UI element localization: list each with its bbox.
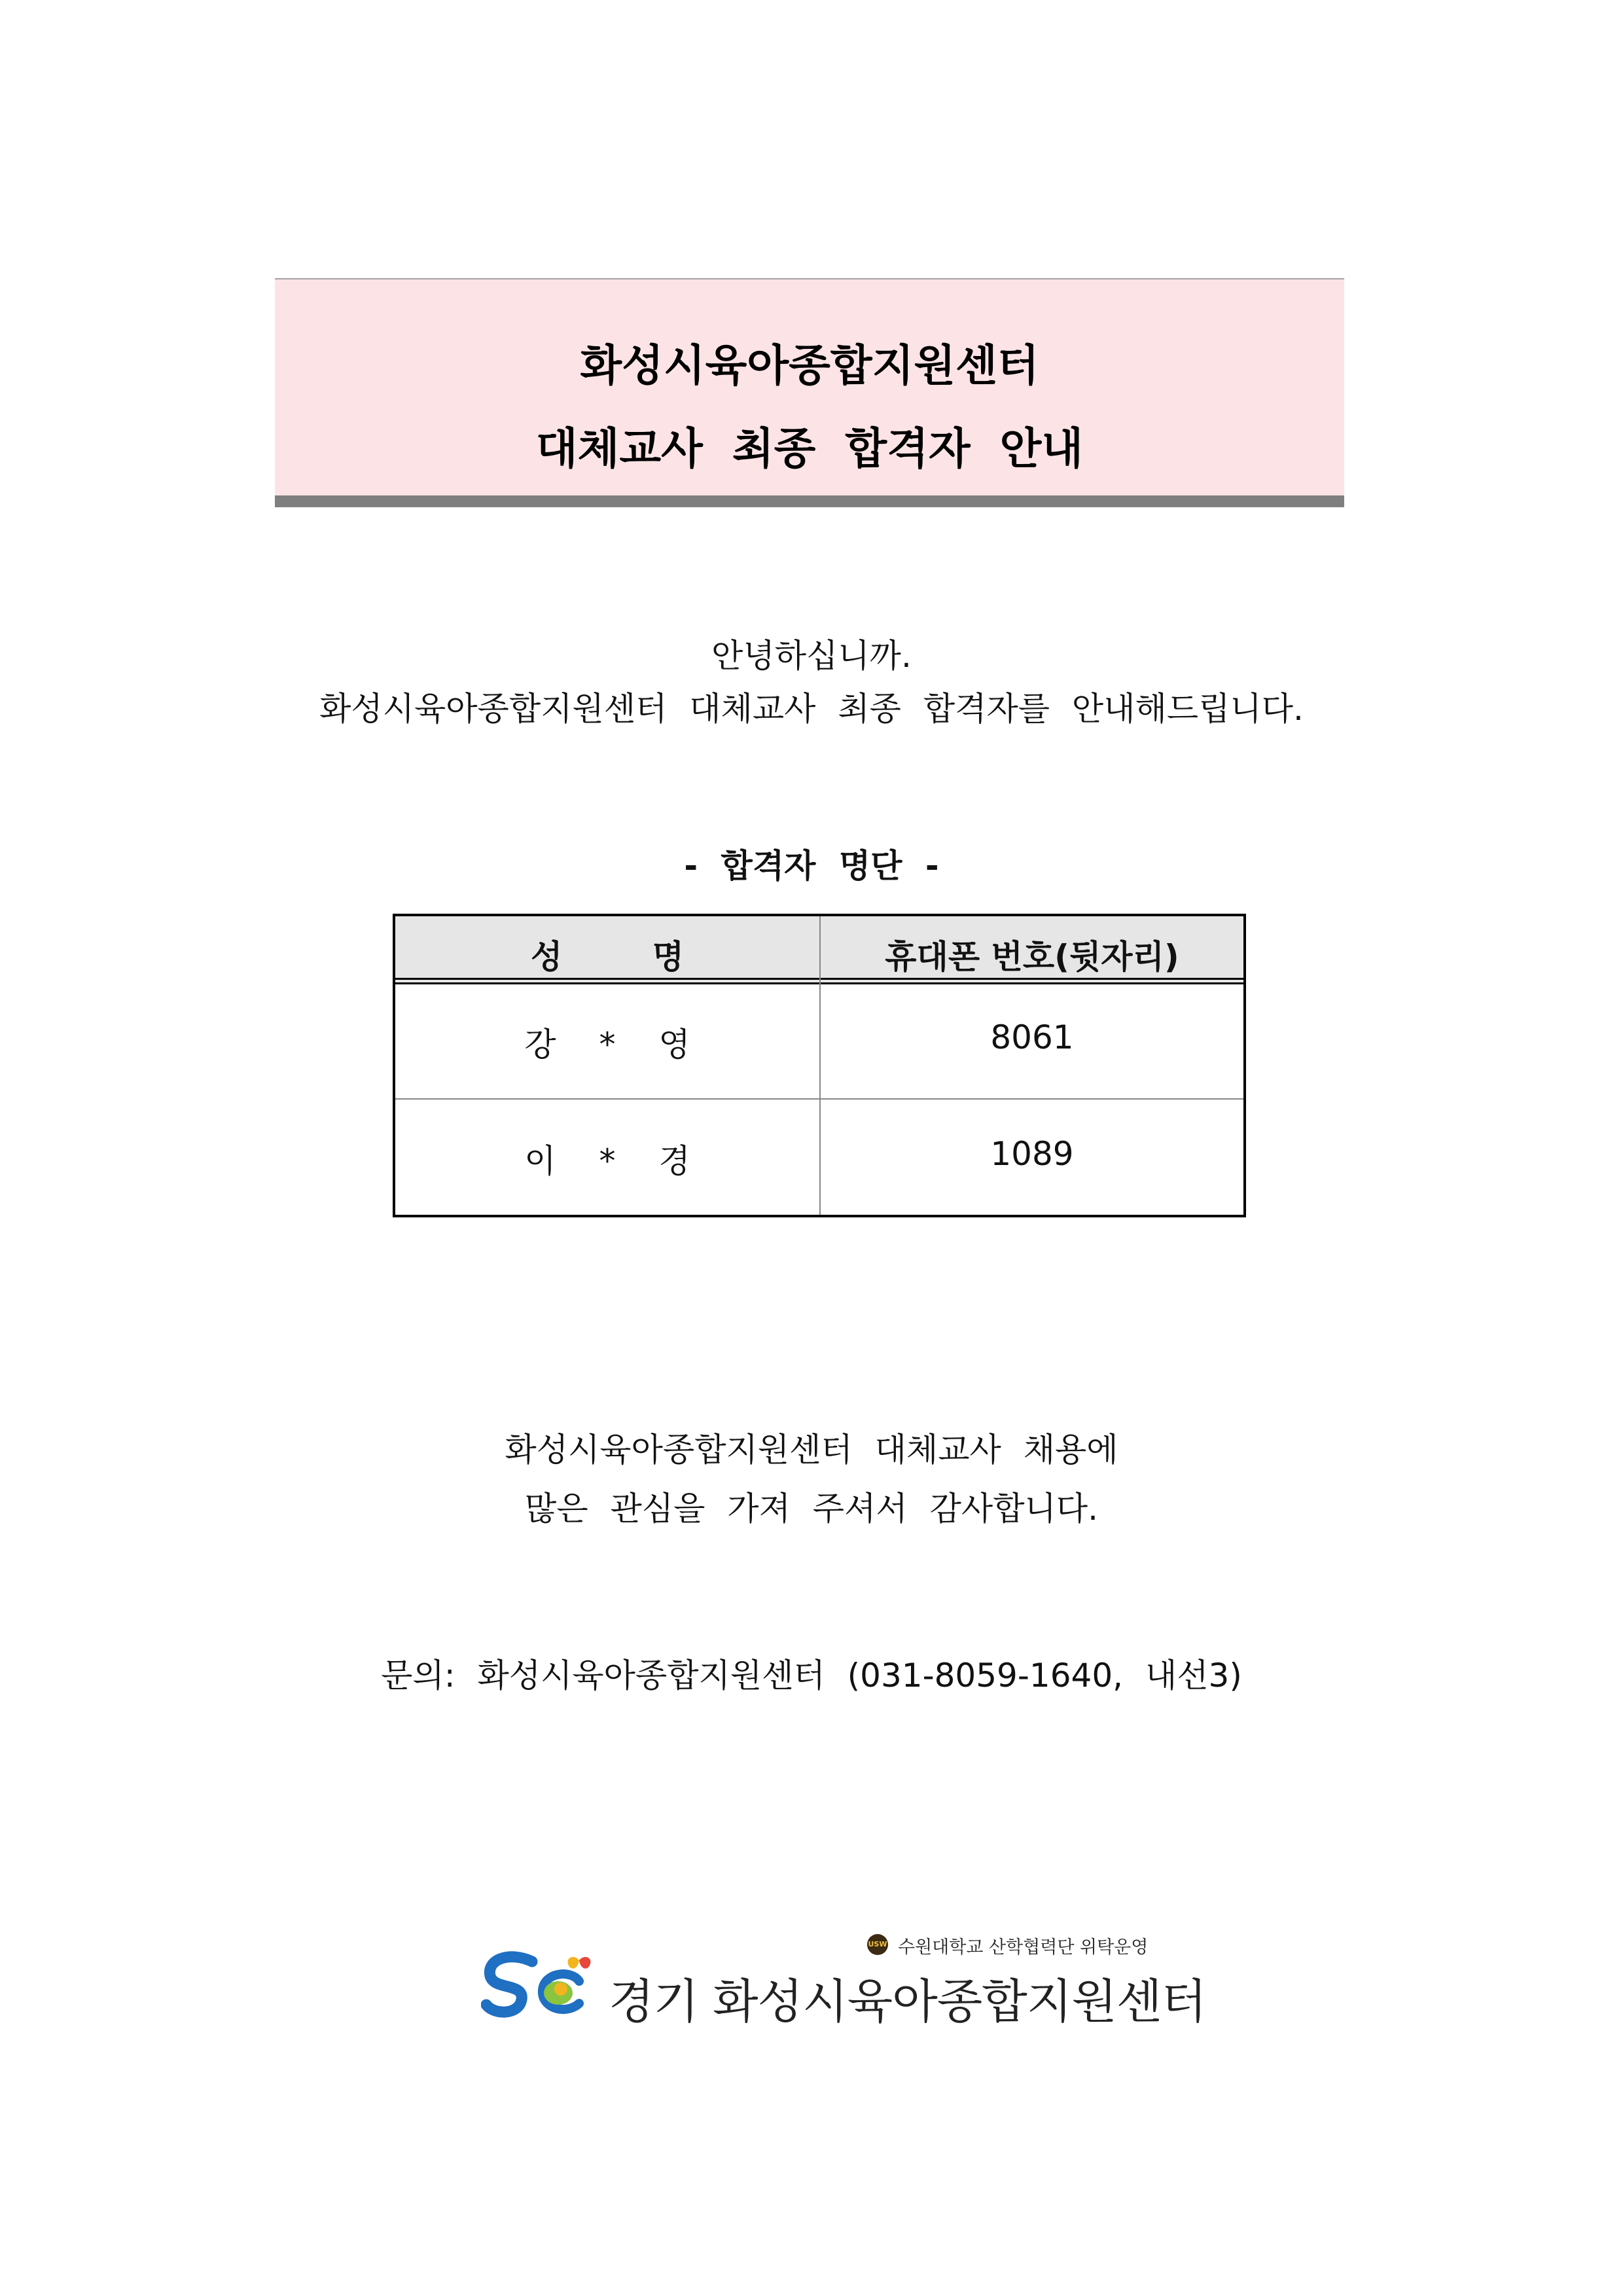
row-2-name: 이 * 경 [524, 1142, 690, 1180]
greeting-line-1: 안녕하십니까. [711, 637, 912, 675]
greeting-line-2: 화성시육아종합지원센터 대체교사 최종 합격자를 안내해드립니다. [319, 690, 1304, 728]
usw-badge-icon: USW [867, 1934, 888, 1955]
row-1-name: 강 * 영 [524, 1026, 690, 1064]
row-1-phone: 8061 [990, 1018, 1074, 1056]
results-table [393, 914, 1246, 1217]
title-line-2: 대체교사 최종 합격자 안내 [535, 423, 1084, 474]
contact-info: 문의: 화성시육아종합지원센터 (031-8059-1640, 내선3) [381, 1657, 1242, 1695]
logo-name: 경기 화성시육아종합지원센터 [609, 1974, 1207, 2029]
list-title: - 합격자 명단 - [684, 847, 939, 885]
title-line-1: 화성시육아종합지원센터 [580, 340, 1039, 391]
table-row-divider [395, 1098, 1243, 1100]
title-box [275, 278, 1344, 507]
header-name: 성 명 [530, 938, 684, 976]
center-logo-icon [481, 1947, 599, 2022]
row-2-phone: 1089 [990, 1135, 1074, 1173]
closing-line-2: 많은 관심을 가져 주셔서 감사합니다. [525, 1490, 1098, 1528]
logo-subtitle: 수원대학교 산학협력단 위탁운영 [898, 1937, 1149, 1958]
header-phone: 휴대폰 번호(뒷자리) [885, 938, 1179, 976]
closing-line-1: 화성시육아종합지원센터 대체교사 채용에 [505, 1431, 1118, 1469]
